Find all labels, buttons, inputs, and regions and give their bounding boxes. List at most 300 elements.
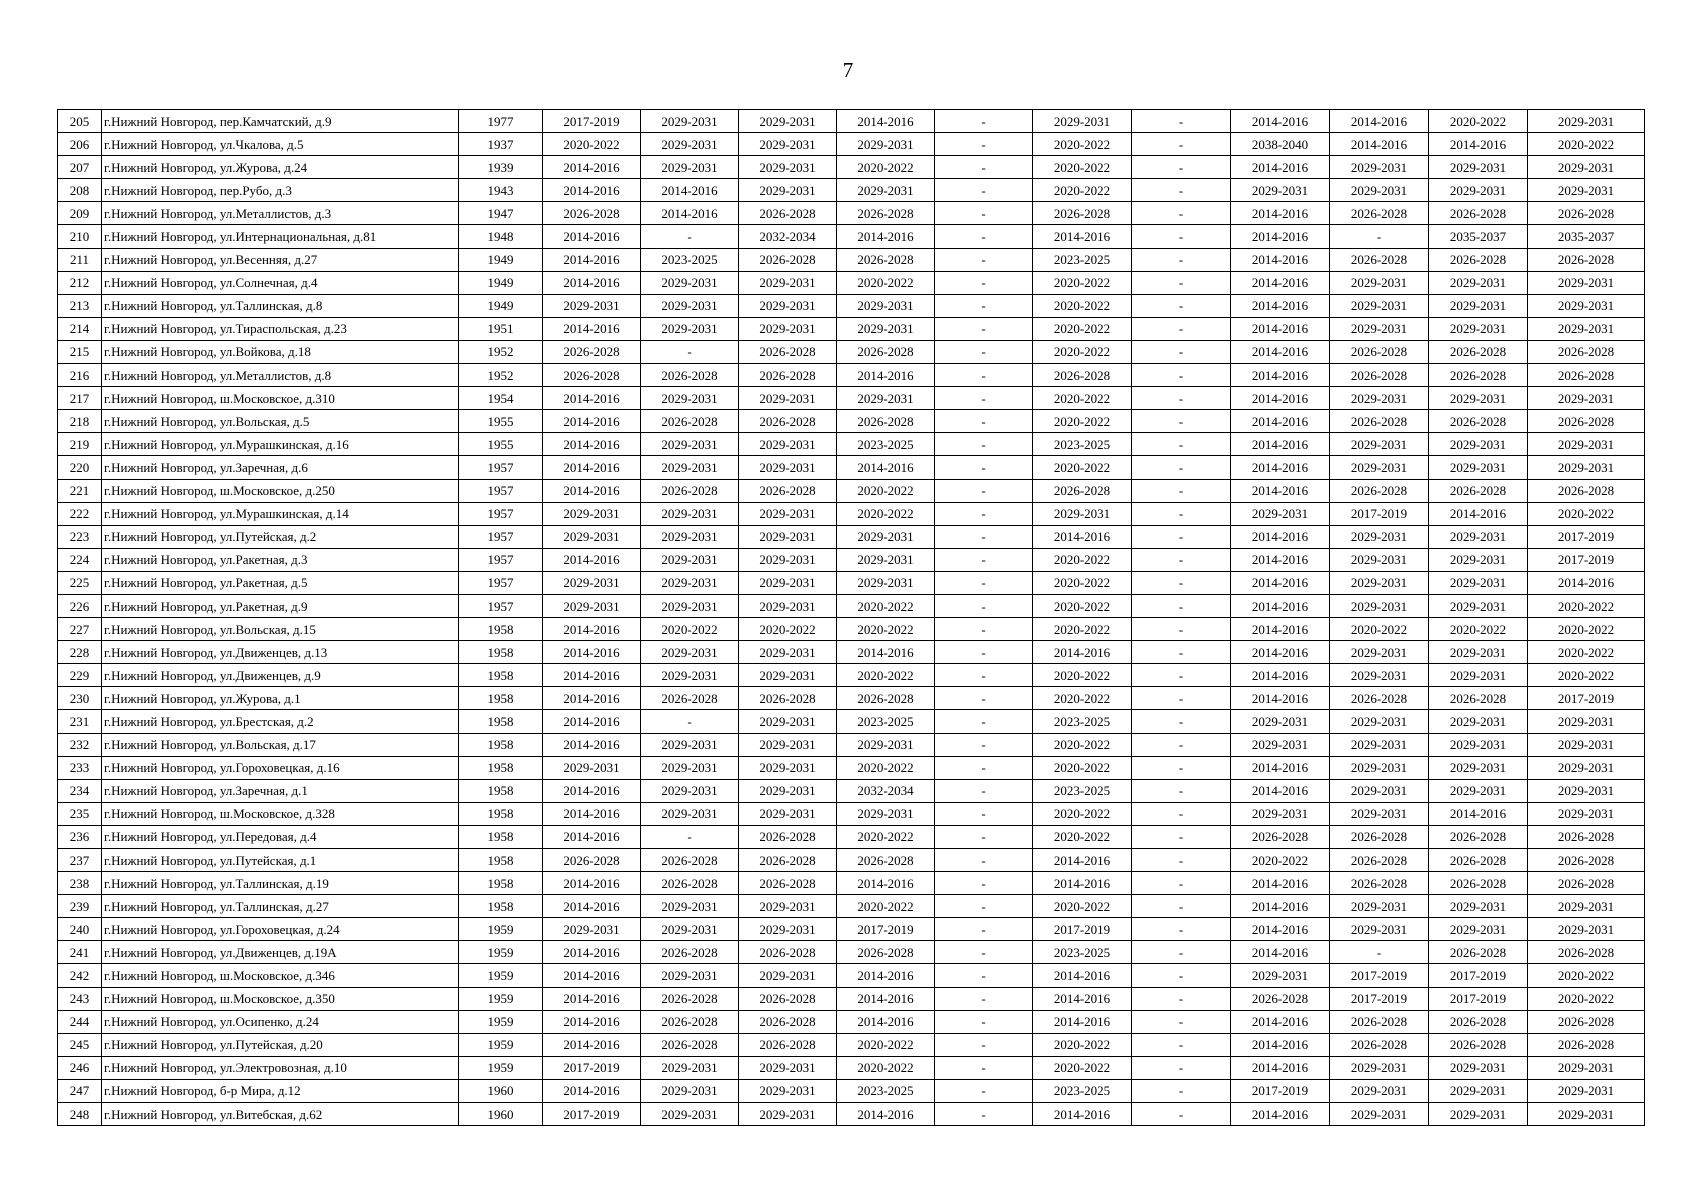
table-row (58, 156, 1645, 179)
period-cell-10: 2026-2028 (1429, 941, 1528, 964)
period-cell-4: 2029-2031 (837, 571, 935, 594)
period-cell-9: 2026-2028 (1330, 825, 1429, 848)
period-cell-10: 2014-2016 (1429, 502, 1528, 525)
period-cell-7: - (1132, 779, 1231, 802)
period-cell-7: - (1132, 133, 1231, 156)
period-cell-11: 2029-2031 (1528, 156, 1645, 179)
period-cell-1: 2014-2016 (543, 641, 641, 664)
period-cell-1: 2029-2031 (543, 571, 641, 594)
period-cell-2: 2029-2031 (641, 1079, 739, 1102)
period-cell-7: - (1132, 502, 1231, 525)
table-row (58, 317, 1645, 340)
period-cell-4: 2023-2025 (837, 1079, 935, 1102)
period-cell-1: 2014-2016 (543, 225, 641, 248)
period-cell-10: 2017-2019 (1429, 964, 1528, 987)
period-cell-4: 2020-2022 (837, 664, 935, 687)
year-built-cell: 1955 (459, 410, 543, 433)
period-cell-5: - (935, 987, 1033, 1010)
table-row (58, 594, 1645, 617)
period-cell-7: - (1132, 456, 1231, 479)
period-cell-1: 2026-2028 (543, 849, 641, 872)
period-cell-9: 2017-2019 (1330, 964, 1429, 987)
period-cell-9: 2029-2031 (1330, 433, 1429, 456)
period-cell-10: 2020-2022 (1429, 618, 1528, 641)
period-cell-7: - (1132, 1079, 1231, 1102)
period-cell-3: 2026-2028 (739, 872, 837, 895)
period-cell-4: 2026-2028 (837, 410, 935, 433)
address-cell: г.Нижний Новгород, ул.Электровозная, д.10 (102, 1056, 459, 1079)
period-cell-5: - (935, 179, 1033, 202)
year-built-cell: 1949 (459, 248, 543, 271)
period-cell-5: - (935, 618, 1033, 641)
period-cell-9: 2026-2028 (1330, 872, 1429, 895)
period-cell-8: 2038-2040 (1231, 133, 1330, 156)
period-cell-6: 2026-2028 (1033, 364, 1132, 387)
row-number-cell: 223 (58, 525, 102, 548)
table-row (58, 225, 1645, 248)
year-built-cell: 1937 (459, 133, 543, 156)
row-number-cell: 208 (58, 179, 102, 202)
period-cell-6: 2014-2016 (1033, 225, 1132, 248)
period-cell-5: - (935, 525, 1033, 548)
period-cell-11: 2029-2031 (1528, 918, 1645, 941)
year-built-cell: 1957 (459, 456, 543, 479)
address-cell: г.Нижний Новгород, ул.Журова, д.24 (102, 156, 459, 179)
period-cell-6: 2020-2022 (1033, 1056, 1132, 1079)
year-built-cell: 1977 (459, 110, 543, 133)
period-cell-6: 2014-2016 (1033, 641, 1132, 664)
period-cell-1: 2014-2016 (543, 779, 641, 802)
period-cell-5: - (935, 895, 1033, 918)
period-cell-3: 2029-2031 (739, 156, 837, 179)
period-cell-1: 2017-2019 (543, 1056, 641, 1079)
table-row (58, 433, 1645, 456)
period-cell-7: - (1132, 294, 1231, 317)
period-cell-1: 2029-2031 (543, 756, 641, 779)
period-cell-2: 2029-2031 (641, 964, 739, 987)
period-cell-5: - (935, 110, 1033, 133)
period-cell-11: 2029-2031 (1528, 433, 1645, 456)
period-cell-9: 2029-2031 (1330, 895, 1429, 918)
period-cell-10: 2029-2031 (1429, 779, 1528, 802)
period-cell-4: 2026-2028 (837, 941, 935, 964)
period-cell-7: - (1132, 271, 1231, 294)
table-row (58, 687, 1645, 710)
period-cell-5: - (935, 387, 1033, 410)
period-cell-2: 2014-2016 (641, 179, 739, 202)
period-cell-2: 2029-2031 (641, 756, 739, 779)
year-built-cell: 1959 (459, 964, 543, 987)
row-number-cell: 244 (58, 1010, 102, 1033)
period-cell-1: 2026-2028 (543, 340, 641, 363)
address-cell: г.Нижний Новгород, ул.Таллинская, д.19 (102, 872, 459, 895)
period-cell-8: 2014-2016 (1231, 941, 1330, 964)
period-cell-5: - (935, 271, 1033, 294)
period-cell-11: 2026-2028 (1528, 1033, 1645, 1056)
period-cell-5: - (935, 918, 1033, 941)
period-cell-10: 2029-2031 (1429, 387, 1528, 410)
period-cell-2: 2029-2031 (641, 525, 739, 548)
period-cell-10: 2026-2028 (1429, 1033, 1528, 1056)
period-cell-2: 2029-2031 (641, 433, 739, 456)
row-number-cell: 221 (58, 479, 102, 502)
period-cell-1: 2014-2016 (543, 733, 641, 756)
period-cell-1: 2029-2031 (543, 525, 641, 548)
period-cell-9: 2029-2031 (1330, 756, 1429, 779)
period-cell-10: 2029-2031 (1429, 918, 1528, 941)
period-cell-7: - (1132, 964, 1231, 987)
period-cell-6: 2020-2022 (1033, 802, 1132, 825)
period-cell-3: 2029-2031 (739, 756, 837, 779)
period-cell-10: 2029-2031 (1429, 594, 1528, 617)
period-cell-7: - (1132, 825, 1231, 848)
year-built-cell: 1959 (459, 987, 543, 1010)
period-cell-5: - (935, 825, 1033, 848)
period-cell-4: 2014-2016 (837, 987, 935, 1010)
period-cell-5: - (935, 294, 1033, 317)
period-cell-1: 2026-2028 (543, 364, 641, 387)
year-built-cell: 1959 (459, 1033, 543, 1056)
row-number-cell: 247 (58, 1079, 102, 1102)
period-cell-11: 2026-2028 (1528, 248, 1645, 271)
period-cell-4: 2029-2031 (837, 133, 935, 156)
period-cell-7: - (1132, 733, 1231, 756)
period-cell-5: - (935, 1079, 1033, 1102)
period-cell-7: - (1132, 317, 1231, 340)
period-cell-11: 2029-2031 (1528, 110, 1645, 133)
period-cell-1: 2014-2016 (543, 248, 641, 271)
period-cell-3: 2026-2028 (739, 364, 837, 387)
period-cell-6: 2020-2022 (1033, 664, 1132, 687)
period-cell-11: 2026-2028 (1528, 410, 1645, 433)
period-cell-7: - (1132, 387, 1231, 410)
period-cell-7: - (1132, 687, 1231, 710)
year-built-cell: 1949 (459, 271, 543, 294)
year-built-cell: 1958 (459, 872, 543, 895)
period-cell-1: 2029-2031 (543, 502, 641, 525)
year-built-cell: 1958 (459, 849, 543, 872)
period-cell-2: 2029-2031 (641, 779, 739, 802)
period-cell-11: 2029-2031 (1528, 456, 1645, 479)
period-cell-7: - (1132, 618, 1231, 641)
period-cell-1: 2014-2016 (543, 179, 641, 202)
period-cell-9: 2029-2031 (1330, 1056, 1429, 1079)
row-number-cell: 234 (58, 779, 102, 802)
period-cell-10: 2017-2019 (1429, 987, 1528, 1010)
row-number-cell: 206 (58, 133, 102, 156)
period-cell-6: 2020-2022 (1033, 387, 1132, 410)
period-cell-4: 2020-2022 (837, 1056, 935, 1079)
period-cell-1: 2014-2016 (543, 941, 641, 964)
address-cell: г.Нижний Новгород, ул.Мурашкинская, д.16 (102, 433, 459, 456)
period-cell-3: 2026-2028 (739, 479, 837, 502)
row-number-cell: 233 (58, 756, 102, 779)
period-cell-5: - (935, 410, 1033, 433)
period-cell-1: 2014-2016 (543, 1079, 641, 1102)
year-built-cell: 1959 (459, 1056, 543, 1079)
year-built-cell: 1951 (459, 317, 543, 340)
period-cell-8: 2014-2016 (1231, 664, 1330, 687)
period-cell-6: 2020-2022 (1033, 294, 1132, 317)
period-cell-4: 2026-2028 (837, 687, 935, 710)
period-cell-3: 2026-2028 (739, 941, 837, 964)
period-cell-5: - (935, 872, 1033, 895)
period-cell-9: 2029-2031 (1330, 1079, 1429, 1102)
period-cell-10: 2026-2028 (1429, 479, 1528, 502)
period-cell-2: 2014-2016 (641, 202, 739, 225)
period-cell-10: 2026-2028 (1429, 687, 1528, 710)
address-cell: г.Нижний Новгород, ул.Вольская, д.17 (102, 733, 459, 756)
period-cell-3: 2020-2022 (739, 618, 837, 641)
period-cell-5: - (935, 202, 1033, 225)
table-row (58, 456, 1645, 479)
period-cell-4: 2014-2016 (837, 110, 935, 133)
period-cell-2: 2026-2028 (641, 479, 739, 502)
period-cell-10: 2029-2031 (1429, 756, 1528, 779)
period-cell-6: 2020-2022 (1033, 618, 1132, 641)
address-cell: г.Нижний Новгород, ул.Гороховецкая, д.16 (102, 756, 459, 779)
period-cell-6: 2020-2022 (1033, 456, 1132, 479)
period-cell-7: - (1132, 594, 1231, 617)
address-cell: г.Нижний Новгород, б-р Мира, д.12 (102, 1079, 459, 1102)
period-cell-9: 2029-2031 (1330, 641, 1429, 664)
period-cell-1: 2014-2016 (543, 987, 641, 1010)
period-cell-8: 2014-2016 (1231, 1056, 1330, 1079)
period-cell-6: 2026-2028 (1033, 202, 1132, 225)
period-cell-1: 2014-2016 (543, 548, 641, 571)
table-row (58, 825, 1645, 848)
period-cell-6: 2023-2025 (1033, 1079, 1132, 1102)
period-cell-9: 2026-2028 (1330, 1010, 1429, 1033)
period-cell-4: 2032-2034 (837, 779, 935, 802)
period-cell-6: 2020-2022 (1033, 410, 1132, 433)
table-row (58, 1010, 1645, 1033)
period-cell-4: 2029-2031 (837, 387, 935, 410)
period-cell-7: - (1132, 433, 1231, 456)
period-cell-11: 2029-2031 (1528, 756, 1645, 779)
period-cell-2: 2029-2031 (641, 664, 739, 687)
period-cell-5: - (935, 687, 1033, 710)
period-cell-10: 2029-2031 (1429, 1056, 1528, 1079)
period-cell-8: 2014-2016 (1231, 1033, 1330, 1056)
period-cell-8: 2014-2016 (1231, 110, 1330, 133)
period-cell-8: 2029-2031 (1231, 502, 1330, 525)
period-cell-3: 2029-2031 (739, 433, 837, 456)
period-cell-2: 2029-2031 (641, 895, 739, 918)
period-cell-3: 2029-2031 (739, 1103, 837, 1126)
period-cell-9: 2026-2028 (1330, 687, 1429, 710)
address-cell: г.Нижний Новгород, ул.Интернациональная, д.81 (102, 225, 459, 248)
period-cell-9: 2029-2031 (1330, 779, 1429, 802)
period-cell-10: 2014-2016 (1429, 133, 1528, 156)
period-cell-6: 2017-2019 (1033, 918, 1132, 941)
period-cell-1: 2014-2016 (543, 825, 641, 848)
year-built-cell: 1958 (459, 687, 543, 710)
period-cell-5: - (935, 502, 1033, 525)
period-cell-9: 2026-2028 (1330, 340, 1429, 363)
period-cell-4: 2017-2019 (837, 918, 935, 941)
period-cell-6: 2023-2025 (1033, 941, 1132, 964)
year-built-cell: 1957 (459, 548, 543, 571)
row-number-cell: 238 (58, 872, 102, 895)
period-cell-2: 2026-2028 (641, 1033, 739, 1056)
period-cell-3: 2026-2028 (739, 1033, 837, 1056)
period-cell-1: 2026-2028 (543, 202, 641, 225)
period-cell-10: 2035-2037 (1429, 225, 1528, 248)
period-cell-9: 2029-2031 (1330, 802, 1429, 825)
period-cell-4: 2026-2028 (837, 248, 935, 271)
period-cell-2: - (641, 225, 739, 248)
table-row (58, 248, 1645, 271)
period-cell-2: - (641, 825, 739, 848)
period-cell-7: - (1132, 849, 1231, 872)
address-cell: г.Нижний Новгород, ул.Путейская, д.1 (102, 849, 459, 872)
period-cell-8: 2014-2016 (1231, 387, 1330, 410)
period-cell-11: 2029-2031 (1528, 1056, 1645, 1079)
address-cell: г.Нижний Новгород, ул.Движенцев, д.9 (102, 664, 459, 687)
table-row (58, 641, 1645, 664)
address-cell: г.Нижний Новгород, ул.Ракетная, д.3 (102, 548, 459, 571)
period-cell-11: 2020-2022 (1528, 594, 1645, 617)
period-cell-8: 2014-2016 (1231, 225, 1330, 248)
address-cell: г.Нижний Новгород, ул.Заречная, д.6 (102, 456, 459, 479)
address-cell: г.Нижний Новгород, ул.Ракетная, д.5 (102, 571, 459, 594)
period-cell-5: - (935, 1056, 1033, 1079)
period-cell-4: 2014-2016 (837, 872, 935, 895)
period-cell-5: - (935, 641, 1033, 664)
period-cell-4: 2029-2031 (837, 802, 935, 825)
address-cell: г.Нижний Новгород, ул.Солнечная, д.4 (102, 271, 459, 294)
period-cell-3: 2026-2028 (739, 987, 837, 1010)
period-cell-4: 2029-2031 (837, 548, 935, 571)
period-cell-6: 2020-2022 (1033, 825, 1132, 848)
period-cell-4: 2014-2016 (837, 456, 935, 479)
period-cell-9: 2029-2031 (1330, 1103, 1429, 1126)
period-cell-5: - (935, 225, 1033, 248)
period-cell-7: - (1132, 756, 1231, 779)
period-cell-6: 2020-2022 (1033, 733, 1132, 756)
period-cell-8: 2029-2031 (1231, 710, 1330, 733)
period-cell-11: 2029-2031 (1528, 1103, 1645, 1126)
period-cell-2: 2026-2028 (641, 941, 739, 964)
period-cell-11: 2029-2031 (1528, 710, 1645, 733)
period-cell-2: 2029-2031 (641, 548, 739, 571)
period-cell-1: 2029-2031 (543, 594, 641, 617)
row-number-cell: 245 (58, 1033, 102, 1056)
period-cell-6: 2020-2022 (1033, 1033, 1132, 1056)
row-number-cell: 227 (58, 618, 102, 641)
period-cell-7: - (1132, 410, 1231, 433)
period-cell-3: 2029-2031 (739, 594, 837, 617)
period-cell-3: 2026-2028 (739, 410, 837, 433)
period-cell-4: 2029-2031 (837, 733, 935, 756)
period-cell-8: 2014-2016 (1231, 1103, 1330, 1126)
period-cell-6: 2020-2022 (1033, 271, 1132, 294)
table-row (58, 918, 1645, 941)
period-cell-2: 2029-2031 (641, 571, 739, 594)
period-cell-5: - (935, 1033, 1033, 1056)
period-cell-11: 2029-2031 (1528, 317, 1645, 340)
period-cell-3: 2029-2031 (739, 779, 837, 802)
year-built-cell: 1958 (459, 733, 543, 756)
row-number-cell: 226 (58, 594, 102, 617)
period-cell-4: 2014-2016 (837, 641, 935, 664)
period-cell-8: 2014-2016 (1231, 271, 1330, 294)
address-cell: г.Нижний Новгород, ул.Журова, д.1 (102, 687, 459, 710)
period-cell-8: 2014-2016 (1231, 294, 1330, 317)
period-cell-2: 2029-2031 (641, 387, 739, 410)
year-built-cell: 1955 (459, 433, 543, 456)
address-cell: г.Нижний Новгород, ул.Весенняя, д.27 (102, 248, 459, 271)
period-cell-3: 2029-2031 (739, 895, 837, 918)
table-row (58, 710, 1645, 733)
period-cell-8: 2014-2016 (1231, 918, 1330, 941)
period-cell-8: 2014-2016 (1231, 618, 1330, 641)
period-cell-9: 2029-2031 (1330, 294, 1429, 317)
period-cell-8: 2014-2016 (1231, 248, 1330, 271)
period-cell-5: - (935, 364, 1033, 387)
period-cell-2: 2029-2031 (641, 110, 739, 133)
period-cell-3: 2029-2031 (739, 918, 837, 941)
address-cell: г.Нижний Новгород, пер.Рубо, д.3 (102, 179, 459, 202)
period-cell-6: 2023-2025 (1033, 248, 1132, 271)
period-cell-7: - (1132, 872, 1231, 895)
year-built-cell: 1957 (459, 479, 543, 502)
period-cell-3: 2029-2031 (739, 964, 837, 987)
table-row (58, 1079, 1645, 1102)
period-cell-2: 2029-2031 (641, 317, 739, 340)
address-cell: г.Нижний Новгород, ул.Войкова, д.18 (102, 340, 459, 363)
period-cell-8: 2014-2016 (1231, 156, 1330, 179)
period-cell-8: 2014-2016 (1231, 895, 1330, 918)
period-cell-10: 2029-2031 (1429, 733, 1528, 756)
period-cell-6: 2014-2016 (1033, 1010, 1132, 1033)
period-cell-7: - (1132, 1056, 1231, 1079)
period-cell-9: 2026-2028 (1330, 364, 1429, 387)
period-cell-4: 2023-2025 (837, 433, 935, 456)
address-cell: г.Нижний Новгород, пер.Камчатский, д.9 (102, 110, 459, 133)
table-row (58, 1033, 1645, 1056)
period-cell-10: 2026-2028 (1429, 410, 1528, 433)
table-row (58, 1103, 1645, 1126)
table-row (58, 664, 1645, 687)
period-cell-3: 2029-2031 (739, 802, 837, 825)
period-cell-3: 2029-2031 (739, 1079, 837, 1102)
period-cell-6: 2020-2022 (1033, 571, 1132, 594)
period-cell-10: 2029-2031 (1429, 895, 1528, 918)
period-cell-4: 2020-2022 (837, 825, 935, 848)
period-cell-10: 2029-2031 (1429, 571, 1528, 594)
period-cell-10: 2029-2031 (1429, 156, 1528, 179)
period-cell-5: - (935, 433, 1033, 456)
period-cell-5: - (935, 964, 1033, 987)
period-cell-7: - (1132, 225, 1231, 248)
period-cell-7: - (1132, 1010, 1231, 1033)
period-cell-9: 2029-2031 (1330, 156, 1429, 179)
period-cell-2: 2023-2025 (641, 248, 739, 271)
period-cell-10: 2029-2031 (1429, 525, 1528, 548)
period-cell-11: 2026-2028 (1528, 364, 1645, 387)
period-cell-9: 2029-2031 (1330, 571, 1429, 594)
period-cell-1: 2014-2016 (543, 687, 641, 710)
period-cell-11: 2029-2031 (1528, 271, 1645, 294)
table-row (58, 779, 1645, 802)
period-cell-9: 2029-2031 (1330, 710, 1429, 733)
period-cell-5: - (935, 479, 1033, 502)
period-cell-6: 2020-2022 (1033, 687, 1132, 710)
period-cell-7: - (1132, 525, 1231, 548)
period-cell-3: 2026-2028 (739, 1010, 837, 1033)
